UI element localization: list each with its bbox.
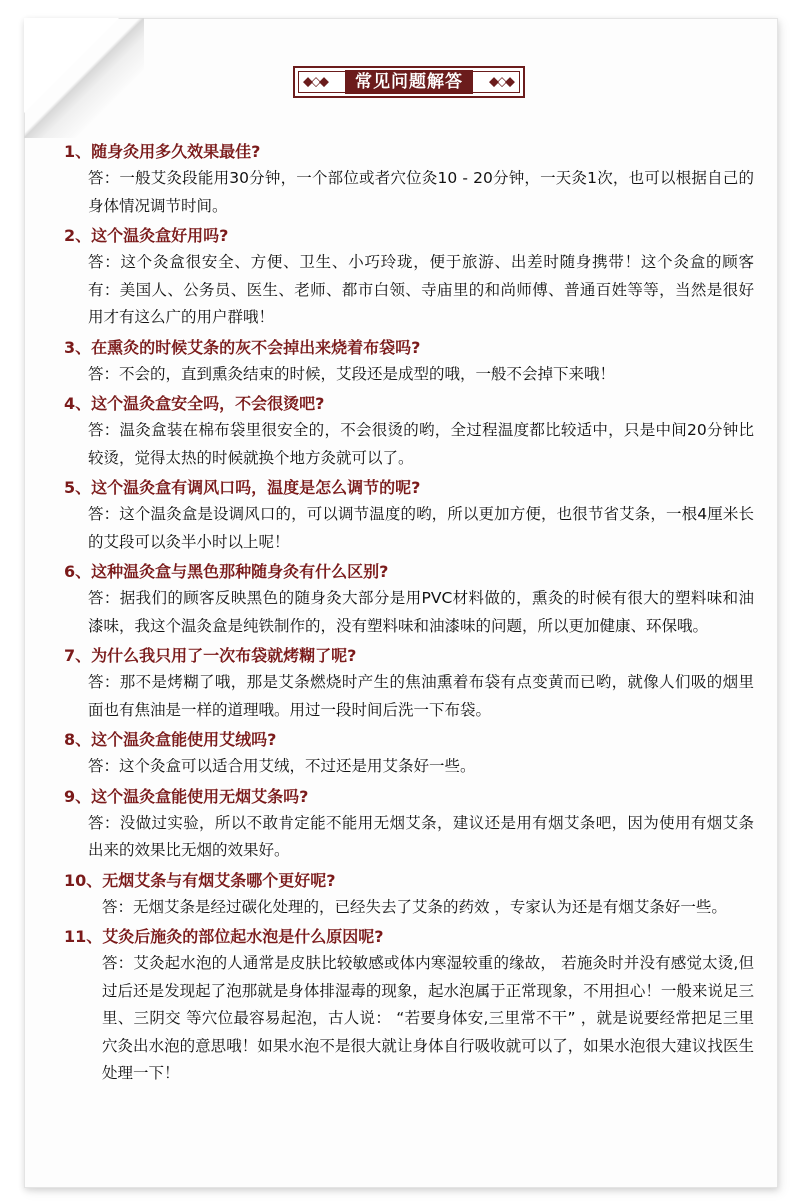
faq-answer: 答：这个灸盒很安全、方便、卫生、小巧玲珑，便于旅游、出差时随身携带！这个灸盒的顾客有：美国人、公务员、医生、老师、都市白领、寺庙里的和尚师傅、普通百姓等等，当然是很好用才有这么广的用户群哦！: [88, 253, 754, 326]
faq-answer: 答：那不是烤糊了哦，那是艾条燃烧时产生的焦油熏着布袋有点变黄而已哟，就像人们吸的烟里面也有焦油是一样的道理哦。用过一段时间后洗一下布袋。: [88, 673, 754, 719]
title-ornament-left: ◆◇◆: [303, 74, 327, 90]
faq-answer: 答：温灸盒装在棉布袋里很安全的，不会很烫的哟，全过程温度都比较适中，只是中间20分钟比较烫，觉得太热的时候就换个地方灸就可以了。: [88, 421, 754, 467]
title-ornament-right: ◆◇◆: [489, 74, 513, 90]
faq-item: [64, 390, 754, 472]
faq-item: [64, 783, 754, 865]
page-title: 常见问题解答: [345, 70, 473, 94]
faq-item: [64, 867, 754, 922]
faq-question: 5、这个温灸盒有调风口吗，温度是怎么调节的呢?: [64, 478, 421, 497]
faq-answer: 答：没做过实验，所以不敢肯定能不能用无烟艾条，建议还是用有烟艾条吧，因为使用有烟艾条出来的效果比无烟的效果好。: [88, 813, 754, 859]
faq-item: [64, 726, 754, 781]
faq-question: 7、为什么我只用了一次布袋就烤糊了呢?: [64, 646, 357, 665]
faq-answer: 答：艾灸起水泡的人通常是皮肤比较敏感或体内寒湿较重的缘故， 若施灸时并没有感觉太烫,但过后还是发现起了泡那就是身体排湿毒的现象，起水泡属于正常现象，不用担心！一般来说足三里、三阴交 等穴位最容易起泡，古人说： “若要身体安,三里常不干” ，就是说要经常把足三里穴灸出水泡的意思哦！如果水泡不是很大就让身体自行吸收就可以了，如果水泡很大建议找医生处理一下！: [102, 954, 754, 1082]
faq-question: 11、艾灸后施灸的部位起水泡是什么原因呢?: [64, 927, 384, 946]
section-title-box: [293, 66, 525, 98]
faq-answer: 答：这个灸盒可以适合用艾绒，不过还是用艾条好一些。: [88, 757, 476, 775]
faq-question: 10、无烟艾条与有烟艾条哪个更好呢?: [64, 870, 336, 890]
faq-answer: 答：一般艾灸段能用30分钟，一个部位或者穴位灸10 - 20分钟，一天灸1次，也可以根据自己的身体情况调节时间。: [88, 169, 754, 215]
faq-item: [64, 138, 754, 220]
faq-item: [64, 642, 754, 724]
faq-item: [64, 222, 754, 332]
faq-question: 1、随身灸用多久效果最佳?: [64, 142, 261, 161]
faq-question: 4、这个温灸盒安全吗，不会很烫吧?: [64, 394, 325, 413]
faq-question: 8、这个温灸盒能使用艾绒吗?: [64, 730, 277, 749]
faq-item: [64, 334, 754, 389]
faq-answer: 答：不会的，直到熏灸结束的时候，艾段还是成型的哦，一般不会掉下来哦！: [88, 364, 616, 383]
page-curl: [24, 18, 119, 113]
faq-answer: 答：无烟艾条是经过碳化处理的，已经失去了艾条的药效 ，专家认为还是有烟艾条好一些。: [102, 897, 727, 916]
faq-question: 6、这种温灸盒与黑色那种随身灸有什么区别?: [64, 562, 389, 581]
faq-question: 2、这个温灸盒好用吗?: [64, 226, 229, 245]
faq-question: 9、这个温灸盒能使用无烟艾条吗?: [64, 786, 309, 806]
faq-question: 3、在熏灸的时候艾条的灰不会掉出来烧着布袋吗?: [64, 337, 421, 357]
faq-list: [64, 138, 754, 1088]
faq-item: [64, 474, 754, 556]
faq-item: [64, 558, 754, 640]
faq-item: [64, 923, 754, 1088]
faq-answer: 答：这个温灸盒是设调风口的，可以调节温度的哟，所以更加方便，也很节省艾条，一根4厘米长的艾段可以灸半小时以上呢！: [88, 505, 754, 551]
faq-answer: 答：据我们的顾客反映黑色的随身灸大部分是用PVC材料做的，熏灸的时候有很大的塑料味和油漆味，我这个温灸盒是纯铁制作的，没有塑料味和油漆味的问题，所以更加健康、环保哦。: [88, 589, 754, 635]
